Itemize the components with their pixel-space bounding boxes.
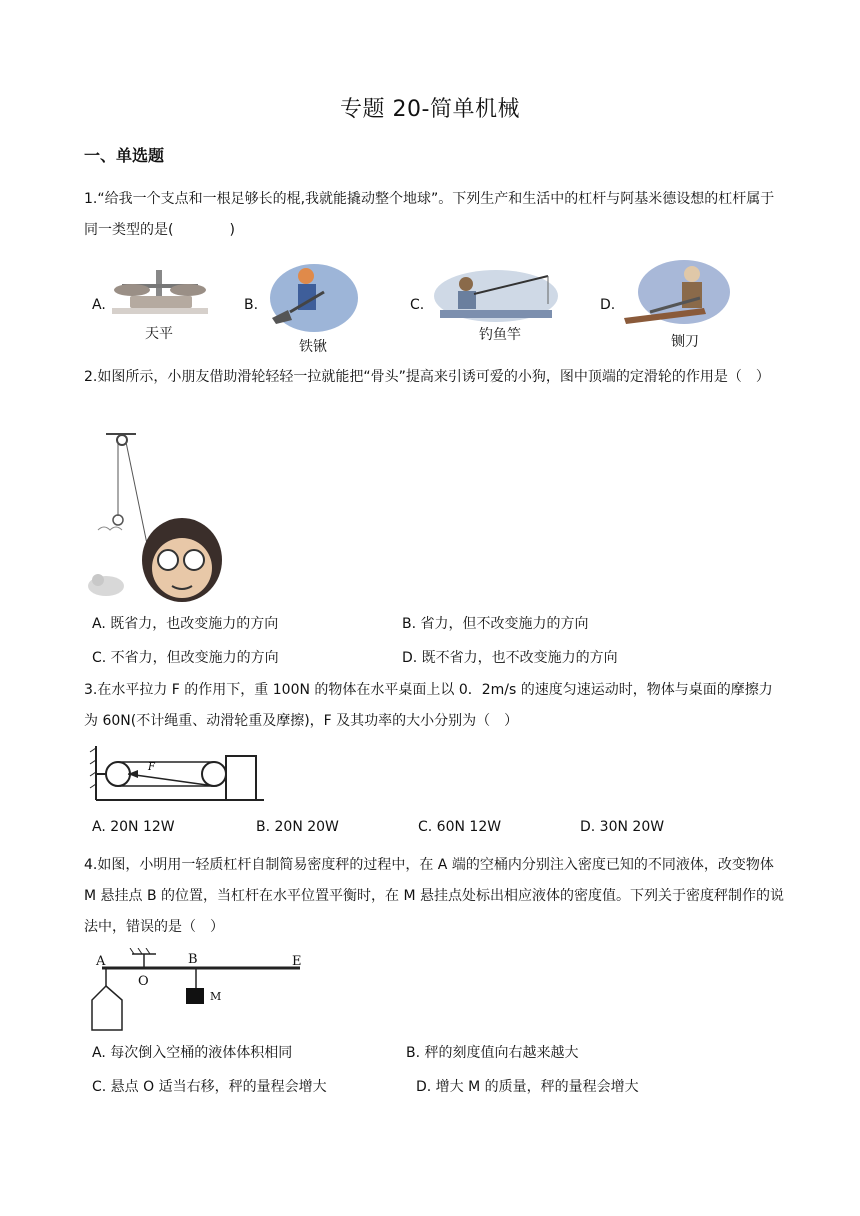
pivot-o-label: O: [138, 974, 149, 989]
question-2-text: 2.如图所示，小朋友借助滑轮轻轻一拉就能把“骨头”提高来引诱可爱的小狗，图中顶端的定滑轮的作用是（ ）: [84, 369, 770, 385]
q1-option-b-caption: 铁锹: [299, 339, 327, 355]
q3-option-d: D. 30N 20W: [580, 819, 665, 835]
question-3-text: 3.在水平拉力 F 的作用下，重 100N 的物体在水平桌面上以 0．2m/s 的速度匀速运动时，物体与桌面的摩擦力为 60N(不计绳重、动滑轮重及摩擦)，F 及其功率的大小分别为（ ）: [84, 682, 773, 729]
q4-option-b: B. 秤的刻度值向右越来越大: [406, 1045, 579, 1061]
q1-option-c-label: C.: [410, 297, 425, 313]
q4-option-a: A. 每次倒入空桶的液体体积相同: [92, 1045, 293, 1061]
mass-m-label: M: [210, 990, 222, 1003]
question-1-text: 1.“给我一个支点和一根足够长的棍,我就能撬动整个地球”。下列生产和生活中的杠杆与阿基米德设想的杠杆属于同一类型的是( ): [84, 191, 775, 238]
pulley-child-dog-image: [84, 430, 226, 602]
pulley-friction-diagram: [88, 744, 268, 804]
q3-option-c: C. 60N 12W: [418, 819, 502, 835]
q4-option-c: C. 悬点 O 适当右移，秤的量程会增大: [92, 1079, 327, 1095]
question-4-text: 4.如图，小明用一轻质杠杆自制简易密度秤的过程中，在 A 端的空桶内分别注入密度已知的不同液体，改变物体 M 悬挂点 B 的位置，当杠杆在水平位置平衡时，在 M 悬挂点处标出相应液体的密度值。下列关于密度秤制作的说法中，错误的是（ ）: [84, 857, 785, 935]
section-heading: 一、单选题: [84, 146, 165, 165]
q4-option-d: D. 增大 M 的质量，秤的量程会增大: [416, 1079, 639, 1095]
fishing-rod-image: [430, 264, 562, 324]
point-e-label: E: [292, 954, 302, 969]
q3-option-a: A. 20N 12W: [92, 819, 175, 835]
shovel-image: [262, 262, 358, 332]
page-title: 专题 20-简单机械: [340, 97, 520, 122]
svg-text:F: F: [148, 762, 155, 773]
q1-option-c-caption: 钓鱼竿: [479, 327, 521, 343]
q1-option-d-caption: 铡刀: [671, 334, 699, 350]
q1-option-d-label: D.: [600, 297, 616, 313]
q1-option-a-label: A.: [92, 297, 106, 313]
q1-option-a-caption: 天平: [145, 326, 173, 342]
q3-option-b: B. 20N 20W: [256, 819, 339, 835]
point-b-label: B: [188, 952, 198, 967]
balance-scale-image: [108, 266, 212, 318]
q2-option-d: D. 既不省力，也不改变施力的方向: [402, 650, 618, 666]
guillotine-cutter-image: [620, 258, 732, 332]
point-a-label: A: [96, 954, 106, 969]
density-scale-lever-diagram: [88, 948, 310, 1038]
q2-option-b: B. 省力，但不改变施力的方向: [402, 616, 589, 632]
q1-option-b-label: B.: [244, 297, 259, 313]
q2-option-c: C. 不省力，但改变施力的方向: [92, 650, 279, 666]
q2-option-a: A. 既省力，也改变施力的方向: [92, 616, 279, 632]
